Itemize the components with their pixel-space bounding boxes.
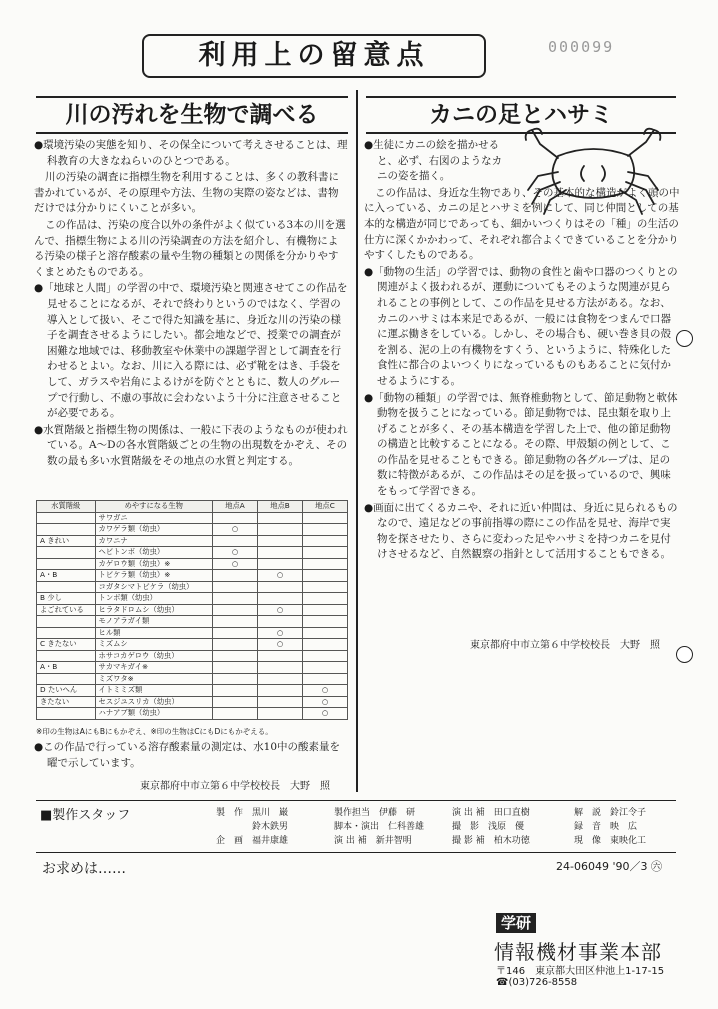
grade-cell [37,650,96,662]
organism-cell: イトミミズ類 [95,685,212,697]
grade-cell: よごれている [37,604,96,616]
site-c-cell [303,581,348,593]
grade-cell: A・B [37,662,96,674]
table-row [37,547,348,559]
site-b-cell [258,535,303,547]
left-column-body [34,138,348,470]
site-b-cell [258,673,303,685]
site-c-cell [303,650,348,662]
table-row [37,512,348,524]
grade-cell: A きれい [37,535,96,547]
page-title: 利用上の留意点 [142,34,486,78]
table-header-row [37,501,348,513]
staff-rule [36,800,676,801]
site-b-cell: ○ [258,570,303,582]
site-c-cell [303,627,348,639]
site-a-cell: ○ [213,547,258,559]
grade-cell [37,547,96,559]
column-divider [356,90,358,792]
site-b-cell [258,593,303,605]
left-paragraph: 川の汚染の調査に指標生物を利用することは、多くの教科書に書かれているが、その原理や方法、生物の実際の姿などは、書物だけでは分かりにくいことが多い。 [34,171,339,215]
site-c-cell [303,570,348,582]
right-paragraph: ●「動物の生活」の学習では、動物の食性と歯や口器のつくりとの関連がよく扱われるが、運動についてもそのような関連が見られることの事例として、この作品を見せる方法がある。なお、カニのハサミは本来足であるが、一般には食物をつまんで口器に運ぶ働きをしている。しかし、その場合も、硬い巻き貝の殻を割る、泥の上の有機物をすくう、というように、特殊化した食性に都合のよいつくりになっているものもあることに気付かせるようにする。 [364,265,678,387]
site-a-cell [213,627,258,639]
table-footnote: ※印の生物はAにもBにもかぞえ、※印の生物はCにもDにもかぞえる。 [36,727,273,736]
organism-cell: ミズワタ※ [95,673,212,685]
site-c-cell: ○ [303,685,348,697]
brand-phone: ☎(03)726-8558 [496,977,578,988]
site-c-cell [303,616,348,628]
left-paragraph: この作品は、汚染の度合以外の条件がよく似ている3本の川を選んで、指標生物による川の汚染調査の方法を紹介し、有機物による汚染の様子と溶存酸素の量や生物の種類との関係を分かりやすくまとめたものである。 [34,218,346,278]
table-row [37,650,348,662]
organism-cell: ハナアブ類（幼虫） [95,708,212,720]
grade-cell: D たいへん [37,685,96,697]
site-b-cell [258,547,303,559]
organism-cell: サカマキガイ※ [95,662,212,674]
site-b-cell [258,581,303,593]
organism-cell: サワガニ [95,512,212,524]
order-rule [36,852,676,853]
site-c-cell [303,662,348,674]
grade-cell: C きたない [37,639,96,651]
site-a-cell [213,696,258,708]
table-row [37,604,348,616]
grade-cell [37,581,96,593]
site-c-cell [303,547,348,559]
grade-cell [37,524,96,536]
site-a-cell: ○ [213,524,258,536]
site-c-cell [303,558,348,570]
site-c-cell [303,535,348,547]
table-header-cell: 水質階級 [37,501,96,513]
brand-logo: 学研 [496,913,536,933]
staff-credit: 鈴木鉄男 [216,822,289,832]
organism-cell: コガタシマトビケラ（幼虫） [95,581,212,593]
table-row [37,616,348,628]
staff-credit: 撮 影 浅原 優 [452,822,525,832]
site-a-cell [213,673,258,685]
site-b-cell [258,650,303,662]
staff-column [334,806,424,848]
grade-cell: A・B [37,570,96,582]
staff-credit: 企 画 福井康雄 [216,836,289,846]
right-paragraph: ●画面に出てくるカニや、それに近い仲間は、身近に見られるものなので、遠足などの事前指導の際にこの作品を見せ、海岸で実物を探させたり、さらに変わった足やハサミを持つカニを見付けさせるなど、自然観察の指針として活用することもできる。 [364,501,678,561]
site-b-cell [258,708,303,720]
table-row [37,662,348,674]
staff-credit: 演 出 補 新井智明 [334,836,412,846]
grade-cell [37,512,96,524]
table-row [37,627,348,639]
left-paragraph: ●環境汚染の実態を知り、その保全について考えさせることは、理科教育の大きなねらいのひとつである。 [34,139,348,167]
staff-credit: 脚本・演出 仁科善雄 [334,822,425,832]
staff-credit: 演 出 補 田口直樹 [452,808,530,818]
site-b-cell: ○ [258,639,303,651]
binder-hole [676,646,693,663]
left-paragraph: ●水質階級と指標生物の関係は、一般に下表のようなものが使われている。A～Dの各水質階級ごとの生物の出現数をかぞえ、その数の最も多い水質階級をその地点の水質と判定する。 [34,423,348,467]
organism-cell: カワニナ [95,535,212,547]
staff-column [452,806,530,848]
site-b-cell: ○ [258,604,303,616]
site-a-cell [213,650,258,662]
table-header-cell: 地点B [258,501,303,513]
site-c-cell [303,524,348,536]
right-paragraph: ●生徒にカニの絵を描かせると、必ず、右図のようなカニの姿を描く。 [364,139,503,183]
staff-column [574,806,646,848]
table-row [37,570,348,582]
site-a-cell [213,708,258,720]
table-header-cell: 地点A [213,501,258,513]
organism-cell: ホサコカゲロウ（幼虫） [95,650,212,662]
site-a-cell [213,639,258,651]
left-column-title: 川の汚れを生物で調べる [36,96,348,134]
site-b-cell [258,524,303,536]
site-b-cell: ○ [258,627,303,639]
organism-cell: ヘビトンボ（幼虫） [95,547,212,559]
site-a-cell [213,616,258,628]
staff-heading: ■製作スタッフ [40,808,131,823]
left-closing-paragraph [34,740,348,772]
site-a-cell [213,570,258,582]
site-c-cell [303,593,348,605]
site-c-cell: ○ [303,708,348,720]
site-a-cell [213,685,258,697]
grade-cell: B 少し [37,593,96,605]
site-a-cell [213,604,258,616]
site-c-cell [303,673,348,685]
site-a-cell: ○ [213,558,258,570]
organism-cell: モノアラガイ類 [95,616,212,628]
right-paragraph: ●「動物の種類」の学習では、無脊椎動物として、節足動物と軟体動物を扱うことになっている。節足動物では、昆虫類を取り上げることが多く、その基本構造を学習した上で、他の節足動物の構造と比較することになる。その際、甲殻類の例として、この作品を見せることもできる。節足動物の各グループは、足の数に特徴があるが、この作品はその足を扱っているので、興味をもって学習できる。 [364,391,678,498]
staff-column [216,806,288,848]
staff-credit: 撮 影 補 柏木功徳 [452,836,530,846]
grade-cell [37,616,96,628]
left-paragraph: ●「地球と人間」の学習の中で、環境汚染と関連させてこの作品を見せることになるが、それで終わりというのではなく、学習の導入として扱い、そこで得た知識を基に、身近な川の汚染の様子を調査させるようにしたい。都会地などで、授業での調査が困難な地域では、移動教室や休業中の課題学習として調査を行わせるとよい。なお、川に入る際には、必ず靴をはき、手袋をして、ガラスや岩角によるけがを防ぐとともに、数人のグループで行動し、不慮の事故に会わないよう十分に注意させることが必要である。 [34,282,348,420]
organism-cell: カゲロウ類（幼虫）※ [95,558,212,570]
organism-cell: トンボ類（幼虫） [95,593,212,605]
grade-cell [37,673,96,685]
table-row [37,524,348,536]
brand-address: 〒146 東京都大田区仲池上1-17-15 [496,966,665,977]
table-row [37,708,348,720]
site-b-cell [258,616,303,628]
table-header-cell: 地点C [303,501,348,513]
table-row [37,685,348,697]
archive-stamp: 000099 [548,38,615,56]
grade-cell [37,708,96,720]
table-row [37,696,348,708]
binder-hole [676,330,693,347]
site-a-cell [213,512,258,524]
right-paragraph: この作品は、身近な生物であり、その基本的な構造がよく頭の中に入っている、カニの足とハサミを例にして、同じ仲間としての基本的な構造が同じであっても、細かいつくりはその「種」の生活の仕方に深くかかわって、それぞれ都合よくできていることを分かりやすくしたものである。 [364,186,680,262]
grade-cell [37,627,96,639]
site-c-cell [303,639,348,651]
site-b-cell [258,685,303,697]
site-b-cell [258,512,303,524]
right-column-body [364,138,680,564]
table-row [37,639,348,651]
order-label: お求めは…… [42,861,126,877]
grade-cell: きたない [37,696,96,708]
right-column-title: カニの足とハサミ [366,96,676,134]
staff-credit: 現 像 東映化工 [574,836,647,846]
site-a-cell [213,593,258,605]
staff-credit: 製作担当 伊藤 研 [334,808,416,818]
site-b-cell [258,696,303,708]
table-row [37,581,348,593]
staff-credit: 解 説 鈴江令子 [574,808,647,818]
organism-cell: カワゲラ類（幼虫） [95,524,212,536]
right-signature: 東京都府中市立第６中学校校長 大野 照 [470,640,660,651]
site-a-cell [213,662,258,674]
grade-cell [37,558,96,570]
brand-division: 情報機材事業本部 [494,940,662,964]
site-a-cell [213,581,258,593]
indicator-species-table [36,500,348,720]
organism-cell: ミズムシ [95,639,212,651]
table-row [37,558,348,570]
site-c-cell: ○ [303,696,348,708]
table-row [37,535,348,547]
staff-credit: 録 音 映 広 [574,822,638,832]
organism-cell: トビケラ類（幼虫）※ [95,570,212,582]
organism-cell: セスジユスリカ（幼虫） [95,696,212,708]
staff-credit: 製 作 黒川 巌 [216,808,289,818]
organism-cell: ヒル類 [95,627,212,639]
site-c-cell [303,604,348,616]
product-code: 24-06049 '90／3 ㊅ [556,860,662,873]
left-paragraph: ●この作品で行っている溶存酸素量の測定は、水10中の酸素量を曜で示しています。 [34,741,341,769]
table-row [37,673,348,685]
site-a-cell [213,535,258,547]
table-row [37,593,348,605]
site-b-cell [258,662,303,674]
organism-cell: ヒラタドロムシ（幼虫） [95,604,212,616]
site-b-cell [258,558,303,570]
table-header-cell: めやすになる生物 [95,501,212,513]
left-signature: 東京都府中市立第６中学校校長 大野 照 [140,781,330,792]
site-c-cell [303,512,348,524]
